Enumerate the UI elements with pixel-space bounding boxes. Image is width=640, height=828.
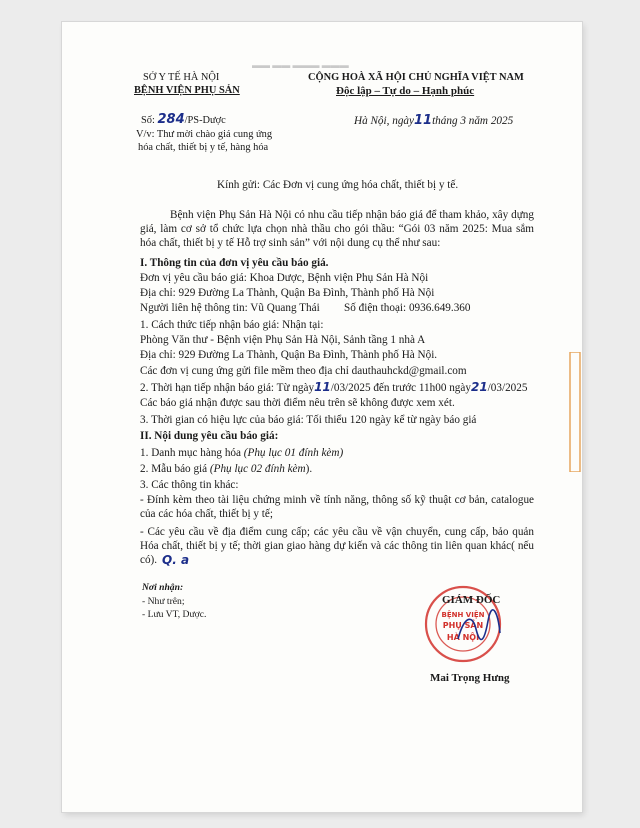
- item-3: 3. Các thông tin khác:: [140, 479, 239, 491]
- svg-text:HÀ NỘI: HÀ NỘI: [446, 633, 480, 642]
- intro-paragraph: Bệnh viện Phụ Sản Hà Nội có nhu cầu tiếp nhận báo giá để tham khảo, xây dựng giá, làm cơ sở tổ chức lựa chọn nhà thầu cho gói thầu: “Gói 03 năm 2025: Mua sắm hóa chất, thiết bị y tế Hỗ trợ sinh sản” với nội dung cụ thể như sau:: [140, 209, 534, 249]
- time-from-day-handwritten: 11: [314, 380, 331, 394]
- issue-date: [354, 113, 513, 128]
- item-2: [140, 462, 312, 476]
- greeting-label: Kính gửi:: [217, 179, 261, 191]
- signer-position: GIÁM ĐỐC: [442, 594, 501, 606]
- bullet-1: - Đính kèm theo tài liệu chứng minh về tính năng, thông số kỹ thuật cơ bản, catalogue của các hóa chất, thiết bị y tế;: [140, 494, 534, 520]
- document-page: [62, 22, 582, 812]
- date-suffix: tháng 3 năm 2025: [432, 115, 514, 127]
- receive-office: Phòng Văn thư - Bệnh viện Phụ Sản Hà Nội, Sảnh tầng 1 nhà A: [140, 334, 426, 346]
- request-address: Địa chỉ: 929 Đường La Thành, Quận Ba Đình, Thành phố Hà Nội: [140, 287, 435, 299]
- item-1: [140, 446, 343, 460]
- item-1-text: 1. Danh mục hàng hóa: [140, 447, 244, 459]
- handwritten-signature: [454, 607, 504, 647]
- email-note: Các đơn vị cung ứng gửi file mềm theo địa chỉ dauthauhckd@gmail.com: [140, 365, 467, 377]
- greeting: [217, 178, 458, 192]
- svg-text:PHỤ SẢN: PHỤ SẢN: [442, 621, 484, 630]
- hospital-name: BỆNH VIỆN PHỤ SẢN: [134, 85, 240, 96]
- recipient-1: - Như trên;: [142, 596, 185, 607]
- date-day-handwritten: 11: [413, 113, 433, 128]
- document-number: [141, 112, 226, 127]
- bullet-2: - Các yêu cầu về địa điểm cung cấp; các yêu cầu về vận chuyển, cung cấp, bảo quản Hóa chất, thiết bị y tế; thời gian giao hàng dự kiến và các thông tin liên quan khác( nếu có).: [140, 526, 534, 566]
- recipients-title: Nơi nhận:: [142, 582, 184, 593]
- section-2-title: II. Nội dung yêu cầu báo giá:: [140, 430, 279, 442]
- subject-line-1: V/v: Thư mời chào giá cung ứng: [136, 129, 273, 140]
- number-handwritten: 284: [157, 112, 185, 127]
- late-note: Các báo giá nhận được sau thời điểm nêu trên sẽ không được xem xét.: [140, 397, 455, 409]
- section-1-title: I. Thông tin của đơn vị yêu cầu báo giá.: [140, 257, 329, 269]
- greeting-text: Các Đơn vị cung ứng hóa chất, thiết bị y tế.: [262, 179, 459, 191]
- receive-address: Địa chỉ: 929 Đường La Thành, Quận Ba Đình, Thành phố Hà Nội.: [140, 349, 438, 361]
- time-prefix: 2. Thời hạn tiếp nhận báo giá: Từ ngày: [140, 382, 315, 394]
- receive-method: 1. Cách thức tiếp nhận báo giá: Nhận tại:: [140, 319, 324, 331]
- contact-person: Người liên hệ thông tin: Vũ Quang Thái: [140, 302, 320, 314]
- item-2-end: ).: [305, 463, 313, 475]
- time-suffix: /03/2025: [487, 382, 528, 394]
- date-prefix: Hà Nội, ngày: [354, 115, 414, 127]
- time-to-day-handwritten: 21: [470, 380, 488, 394]
- time-middle: /03/2025 đến trước 11h00 ngày: [330, 382, 471, 394]
- initials-handwritten: Q. a: [162, 553, 190, 567]
- validity: 3. Thời gian có hiệu lực của báo giá: Tối thiểu 120 ngày kể từ ngày báo giá: [140, 414, 477, 426]
- bleed-through-mark: ▬▬ ▬▬ ▬▬▬ ▬▬▬: [252, 60, 349, 70]
- contact-phone: Số điện thoại: 0936.649.360: [344, 302, 471, 314]
- motto: Độc lập – Tự do – Hạnh phúc: [336, 85, 475, 97]
- recipient-2: - Lưu VT, Dược.: [142, 609, 207, 620]
- dept-name: SỞ Y TẾ HÀ NỘI: [143, 72, 220, 83]
- svg-text:BỆNH VIỆN: BỆNH VIỆN: [441, 611, 485, 619]
- item-2-text: 2. Mẫu báo giá: [140, 463, 210, 475]
- receive-time: [140, 380, 527, 395]
- nation-title: CỘNG HOÀ XÃ HỘI CHỦ NGHĨA VIỆT NAM: [308, 72, 524, 83]
- number-suffix: /PS-Dược: [184, 115, 226, 126]
- page-seal-strip: [568, 352, 582, 472]
- subject-line-2: hóa chất, thiết bị y tế, hàng hóa: [138, 142, 269, 153]
- request-unit: Đơn vị yêu cầu báo giá: Khoa Dược, Bệnh viện Phụ Sản Hà Nội: [140, 272, 429, 284]
- item-2-ref: (Phụ lục 02 đính kèm: [209, 463, 306, 475]
- item-1-ref: (Phụ lục 01 đính kèm): [243, 447, 344, 459]
- number-label: Số:: [141, 115, 155, 126]
- signer-name: Mai Trọng Hưng: [430, 672, 510, 684]
